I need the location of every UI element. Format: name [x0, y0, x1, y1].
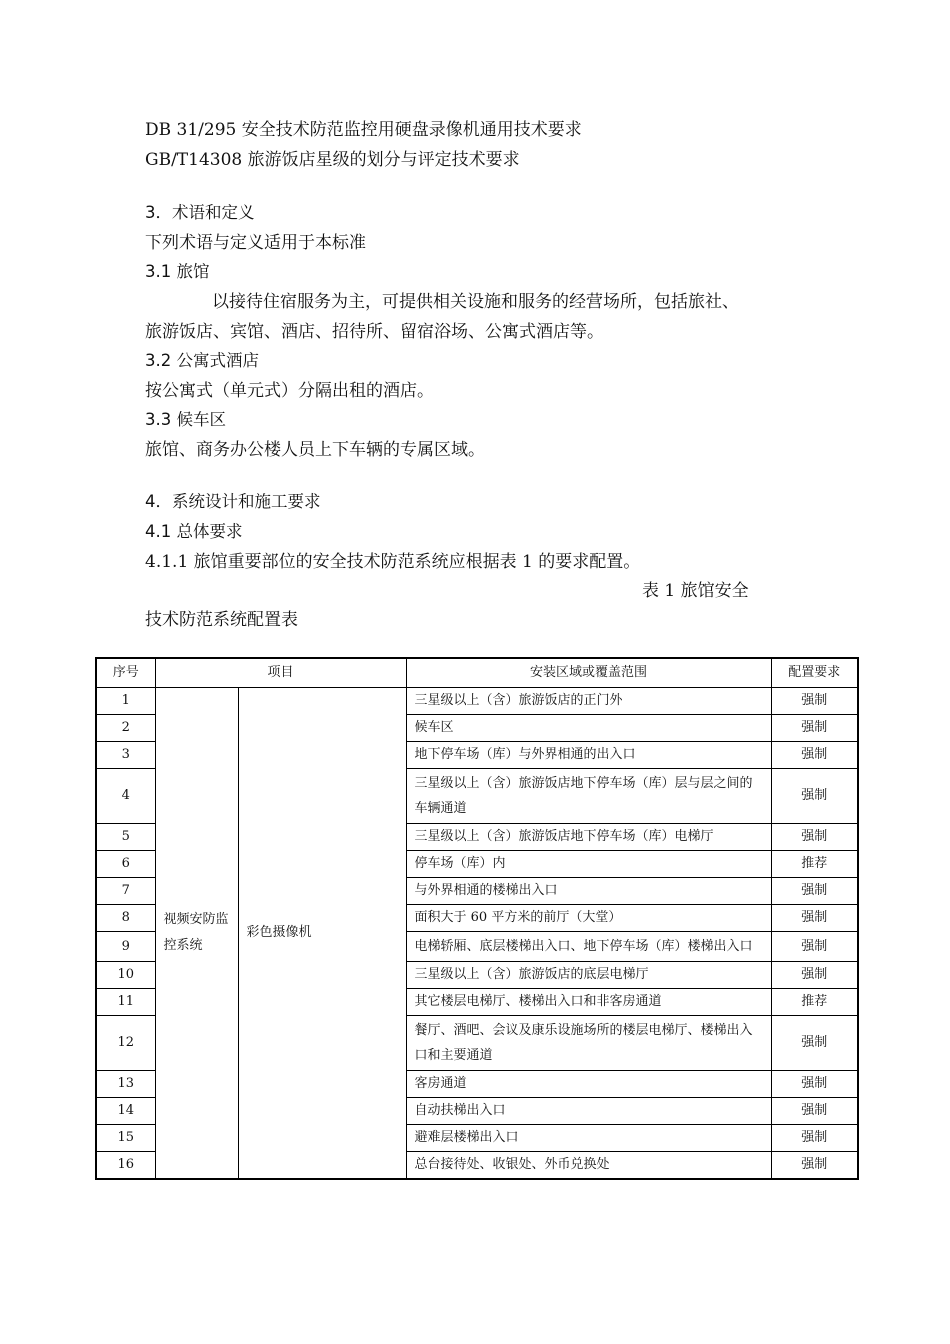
row-area: 三星级以上（含）旅游饭店的正门外 — [406, 688, 771, 715]
row-requirement: 强制 — [771, 905, 858, 932]
header-no: 序号 — [96, 658, 155, 688]
row-requirement: 强制 — [771, 715, 858, 742]
section-4-1-heading: 4.1 总体要求 — [145, 522, 243, 541]
row-no: 15 — [96, 1125, 155, 1152]
row-requirement: 强制 — [771, 1071, 858, 1098]
row-area: 自动扶梯出入口 — [406, 1098, 771, 1125]
row-no: 10 — [96, 962, 155, 989]
row-no: 6 — [96, 851, 155, 878]
row-no: 9 — [96, 932, 155, 962]
config-table — [95, 657, 859, 1180]
term-3-1-text-line2: 旅游饭店、宾馆、酒店、招待所、留宿浴场、公寓式酒店等。 — [145, 322, 604, 342]
row-requirement: 强制 — [771, 742, 858, 769]
section-4-heading: 4．系统设计和施工要求 — [145, 492, 321, 511]
row-requirement: 强制 — [771, 1125, 858, 1152]
row-requirement: 强制 — [771, 1152, 858, 1180]
table-header-row — [96, 658, 858, 688]
reference-line-2: GB/T14308 旅游饭店星级的划分与评定技术要求 — [145, 150, 520, 170]
row-no: 4 — [96, 769, 155, 824]
row-no: 3 — [96, 742, 155, 769]
row-no: 14 — [96, 1098, 155, 1125]
row-area: 餐厅、酒吧、会议及康乐设施场所的楼层电梯厅、楼梯出入口和主要通道 — [406, 1016, 771, 1071]
term-3-2-heading: 3.2 公寓式酒店 — [145, 351, 259, 370]
row-requirement: 推荐 — [771, 989, 858, 1016]
header-requirement: 配置要求 — [771, 658, 858, 688]
term-3-2-text: 按公寓式（单元式）分隔出租的酒店。 — [145, 381, 434, 401]
row-area: 三星级以上（含）旅游饭店地下停车场（库）电梯厅 — [406, 824, 771, 851]
row-area: 停车场（库）内 — [406, 851, 771, 878]
row-area: 避难层楼梯出入口 — [406, 1125, 771, 1152]
row-area: 地下停车场（库）与外界相通的出入口 — [406, 742, 771, 769]
row-requirement: 强制 — [771, 962, 858, 989]
term-3-3-text: 旅馆、商务办公楼人员上下车辆的专属区域。 — [145, 440, 485, 460]
row-requirement: 强制 — [771, 688, 858, 715]
term-3-1-text-line1: 以接待住宿服务为主，可提供相关设施和服务的经营场所，包括旅社、 — [212, 292, 739, 312]
row-area: 电梯轿厢、底层楼梯出入口、地下停车场（库）楼梯出入口 — [406, 932, 771, 962]
section-3-heading: 3．术语和定义 — [145, 203, 255, 222]
table-caption-part1: 表 1 旅馆安全 — [642, 581, 749, 601]
row-area: 总台接待处、收银处、外币兑换处 — [406, 1152, 771, 1180]
row-no: 2 — [96, 715, 155, 742]
row-area: 其它楼层电梯厅、楼梯出入口和非客房通道 — [406, 989, 771, 1016]
row-requirement: 强制 — [771, 932, 858, 962]
row-area: 与外界相通的楼梯出入口 — [406, 878, 771, 905]
row-no: 13 — [96, 1071, 155, 1098]
row-requirement: 强制 — [771, 1098, 858, 1125]
row-no: 5 — [96, 824, 155, 851]
row-requirement: 强制 — [771, 878, 858, 905]
table-caption-part2: 技术防范系统配置表 — [145, 610, 298, 630]
row-no: 8 — [96, 905, 155, 932]
header-area: 安装区域或覆盖范围 — [406, 658, 771, 688]
reference-line-1: DB 31/295 安全技术防范监控用硬盘录像机通用技术要求 — [145, 120, 582, 140]
system-cell: 视频安防监控系统 — [155, 688, 238, 1180]
row-no: 12 — [96, 1016, 155, 1071]
device-cell: 彩色摄像机 — [238, 688, 406, 1180]
row-area: 客房通道 — [406, 1071, 771, 1098]
row-requirement: 强制 — [771, 824, 858, 851]
row-requirement: 推荐 — [771, 851, 858, 878]
section-3-intro: 下列术语与定义适用于本标准 — [145, 233, 366, 253]
row-area: 三星级以上（含）旅游饭店地下停车场（库）层与层之间的车辆通道 — [406, 769, 771, 824]
row-area: 三星级以上（含）旅游饭店的底层电梯厅 — [406, 962, 771, 989]
row-no: 1 — [96, 688, 155, 715]
section-4-1-1-text: 4.1.1 旅馆重要部位的安全技术防范系统应根据表 1 的要求配置。 — [145, 552, 641, 572]
term-3-1-heading: 3.1 旅馆 — [145, 262, 210, 281]
row-area: 面积大于 60 平方米的前厅（大堂） — [406, 905, 771, 932]
term-3-3-heading: 3.3 候车区 — [145, 410, 226, 429]
row-requirement: 强制 — [771, 1016, 858, 1071]
row-area: 候车区 — [406, 715, 771, 742]
table-row — [96, 688, 858, 715]
header-item: 项目 — [155, 658, 406, 688]
row-no: 7 — [96, 878, 155, 905]
row-requirement: 强制 — [771, 769, 858, 824]
row-no: 16 — [96, 1152, 155, 1180]
row-no: 11 — [96, 989, 155, 1016]
